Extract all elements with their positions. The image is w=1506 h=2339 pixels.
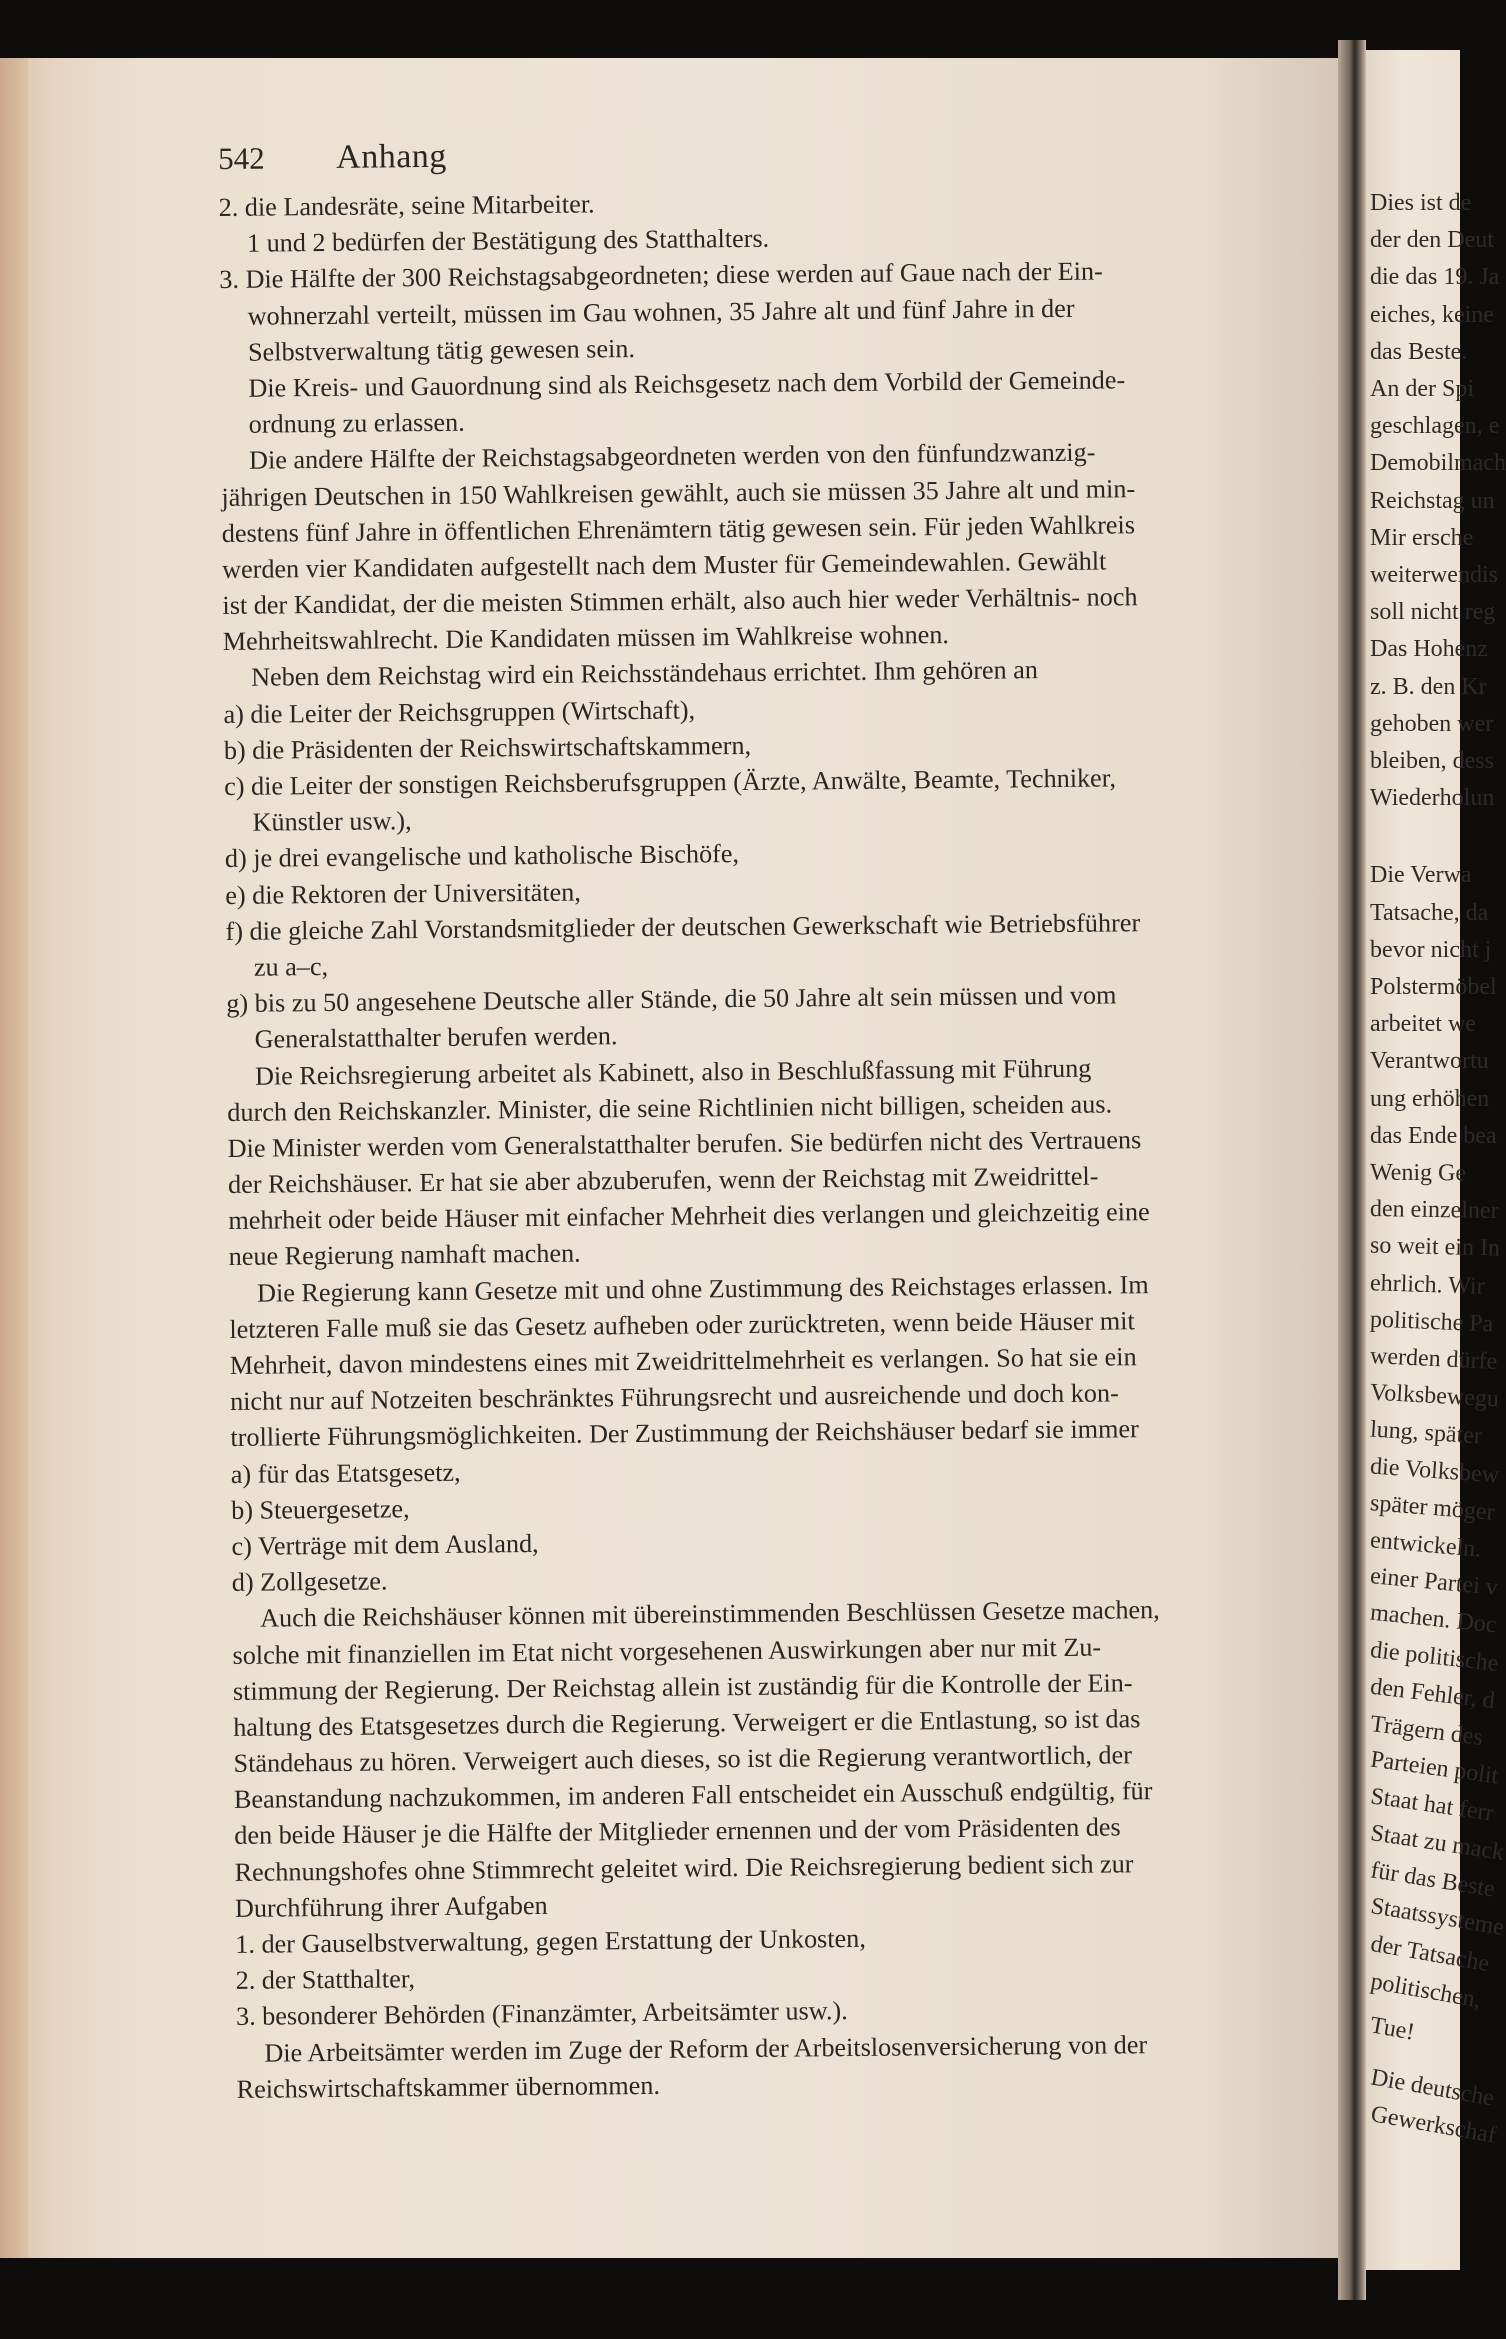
facing-page-fragment: Das Hohenz (1370, 636, 1488, 663)
facing-page-fragment: ehrlich. Wir (1369, 1269, 1485, 1300)
facing-page-fragment: machen. Doc (1369, 1600, 1498, 1639)
facing-page-fragment: Gewerkschaf (1368, 2101, 1498, 2149)
text-line: Ständehaus zu hören. Verweigert auch dieses, so ist die Regierung verantwortlich, der (233, 1740, 1133, 1778)
text-line: 1 und 2 bedürfen der Bestätigung des Statthalters. (246, 223, 770, 258)
text-line: solche mit finanziellen im Etat nicht vorgesehenen Auswirkungen aber nur mit Zu- (232, 1632, 1102, 1670)
text-line: durch den Reichskanzler. Minister, die seine Richtlinien nicht billigen, scheiden aus. (227, 1089, 1113, 1127)
text-line: 2. der Statthalter, (235, 1964, 416, 1996)
text-line: Selbstverwaltung tätig gewesen sein. (247, 333, 636, 367)
facing-page-fragment: der den Deut (1370, 227, 1494, 254)
facing-page-fragment: soll nicht reg (1370, 599, 1496, 626)
facing-page-fragment: Parteien polit (1368, 1746, 1500, 1790)
facing-page-fragment: Tatsache, da (1370, 899, 1489, 926)
text-line: Die Arbeitsämter werden im Zuge der Reform der Arbeitslosenversicherung von der (264, 2029, 1148, 2068)
facing-page-fragment: gehoben wer (1370, 710, 1494, 737)
running-head-title: Anhang (335, 137, 448, 176)
text-line: letzteren Falle muß sie das Gesetz aufheben oder zurücktreten, wenn beide Häuser mit (229, 1306, 1135, 1344)
text-line: d) je drei evangelische und katholische Bischöfe, (224, 839, 740, 874)
facing-page-fragment: Staat zu mack (1368, 1819, 1506, 1866)
facing-page-fragment: werden dürfe (1369, 1343, 1498, 1375)
text-line: der Reichshäuser. Er hat sie aber abzuberufen, wenn der Reichstag mit Zweidrittel- (227, 1161, 1099, 1200)
facing-page-fragment: bleiben, dess (1370, 748, 1494, 774)
text-line: c) Verträge mit dem Ausland, (231, 1528, 539, 1561)
text-line: Neben dem Reichstag wird ein Reichsständehaus errichtet. Ihm gehören an (251, 655, 1039, 693)
text-line: jährigen Deutschen in 150 Wahlkreisen gewählt, auch sie müssen 35 Jahre alt und min- (221, 473, 1136, 512)
facing-page-fragment: arbeitet we (1370, 1011, 1476, 1038)
facing-page-fragment: z. B. den Kr (1370, 673, 1487, 700)
text-line: Durchführung ihrer Aufgaben (234, 1890, 548, 1923)
facing-page-fragment: bevor nicht j (1370, 936, 1492, 963)
facing-page-fragment: so weit ein In (1369, 1232, 1501, 1262)
page-text-block (218, 129, 1367, 2108)
text-line: d) Zollgesetze. (231, 1566, 388, 1598)
facing-page-fragment: das Ende bea (1370, 1122, 1497, 1149)
text-line: f) die gleiche Zahl Vorstandsmitglieder der deutschen Gewerkschaft wie Betriebsführer (225, 907, 1141, 946)
text-line: Reichswirtschaftskammer übernommen. (236, 2070, 661, 2104)
facing-page-fragment: Reichstag un (1370, 487, 1495, 514)
facing-page-fragment: Wenig Ge (1369, 1159, 1467, 1187)
text-line: a) für das Etatsgesetz, (230, 1457, 461, 1489)
facing-page-fragment: Staat hat ferr (1368, 1783, 1496, 1827)
facing-page-fragment: politische Pa (1369, 1306, 1494, 1338)
text-line: Künstler usw.), (252, 806, 412, 837)
text-line: mehrheit oder beide Häuser mit einfacher Mehrheit dies verlangen und gleichzeitig eine (228, 1197, 1150, 1236)
facing-page-fragment: die Volksbew (1369, 1453, 1500, 1489)
text-line: den beide Häuser je die Hälfte der Mitglieder ernennen und der vom Präsidenten des (234, 1812, 1121, 1851)
page-number: 542 (218, 140, 265, 176)
facing-page-fragment: einer Partei v (1369, 1563, 1499, 1602)
facing-page-fragment: Staatssysteme (1368, 1893, 1506, 1941)
text-line: Mehrheitswahlrecht. Die Kandidaten müssen im Wahlkreise wohnen. (222, 620, 950, 657)
facing-page-fragment: eiches, keine (1370, 301, 1494, 328)
text-line: neue Regierung namhaft machen. (228, 1239, 581, 1272)
body-text (218, 179, 1366, 2108)
facing-page-fragment: Volksbewegu (1369, 1379, 1500, 1413)
text-line: Die Minister werden vom Generalstatthalter berufen. Sie bedürfen nicht des Vertrauens (227, 1125, 1142, 1163)
text-line: b) die Präsidenten der Reichswirtschaftskammern, (223, 730, 752, 765)
facing-page-fragment: Die Verwa (1370, 862, 1472, 889)
text-line: zu a–c, (253, 951, 329, 982)
facing-page-fragment: politischen, (1368, 1968, 1483, 2014)
facing-page (1366, 50, 1506, 2270)
text-line: Die Kreis- und Gauordnung sind als Reichsgesetz nach dem Vorbild der Gemeinde- (248, 365, 1126, 403)
facing-page-fragment: Demobilmach (1370, 450, 1506, 477)
facing-page-fragment: An der Spi (1370, 376, 1474, 402)
text-line: Die Reichsregierung arbeitet als Kabinett, also in Beschlußfassung mit Führung (254, 1053, 1092, 1091)
text-line: c) die Leiter der sonstigen Reichsberufsgruppen (Ärzte, Anwälte, Beamte, Techniker, (224, 763, 1117, 801)
facing-page-fragment: den einzelner (1369, 1196, 1499, 1225)
text-line: nicht nur auf Notzeiten beschränktes Führungsrecht und ausreichende und doch kon- (229, 1378, 1119, 1417)
text-line: ist der Kandidat, der die meisten Stimmen erhält, also auch hier weder Verhältnis- noch (222, 582, 1138, 621)
text-line: b) Steuergesetze, (231, 1493, 410, 1525)
facing-page-fragment: ung erhöhen (1370, 1085, 1490, 1112)
text-line: a) die Leiter der Reichsgruppen (Wirtschaft), (223, 695, 696, 729)
text-line: wohnerzahl verteilt, müssen im Gau wohnen, 35 Jahre alt und fünf Jahre in der (247, 293, 1075, 331)
text-line: 3. Die Hälfte der 300 Reichstagsabgeordneten; diese werden auf Gaue nach der Ein- (219, 256, 1103, 295)
text-line: Rechnungshofes ohne Stimmrecht geleitet wird. Die Reichsregierung bedient sich zur (234, 1848, 1134, 1887)
text-line: ordnung zu erlassen. (248, 407, 465, 439)
text-line: Die andere Hälfte der Reichstagsabgeordneten werden von den fünfundzwanzig- (248, 437, 1096, 476)
page-edge (0, 58, 28, 2258)
text-line: g) bis zu 50 angesehene Deutsche aller Stände, die 50 Jahre alt sein müssen und vom (226, 980, 1117, 1019)
text-line: 2. die Landesräte, seine Mitarbeiter. (218, 189, 595, 222)
text-line: destens fünf Jahre in öffentlichen Ehrenämtern tätig gewesen sein. Für jeden Wahlkreis (221, 509, 1136, 548)
facing-page-fragment: die das 19. Ja (1370, 264, 1500, 291)
facing-page-fragment: Mir ersche (1370, 524, 1474, 551)
text-line: Die Regierung kann Gesetze mit und ohne Zustimmung des Reichstages erlassen. Im (256, 1269, 1149, 1308)
facing-page-fragment: Dies ist de (1370, 190, 1472, 216)
facing-page-fragment: das Beste. (1370, 338, 1468, 365)
facing-page-fragment: später möger (1369, 1489, 1496, 1526)
text-line: e) die Rektoren der Universitäten, (225, 877, 581, 910)
text-line: Auch die Reichshäuser können mit übereinstimmenden Beschlüssen Gesetze machen, (260, 1595, 1160, 1633)
text-line: Beanstandung nachzukommen, im anderen Fall entscheidet ein Ausschuß endgültig, für (233, 1776, 1153, 1815)
facing-page-fragment: geschlagen, e (1370, 413, 1500, 440)
facing-page-fragment: Tue! (1368, 2011, 1417, 2046)
text-line: werden vier Kandidaten aufgestellt nach dem Muster für Gemeindewahlen. Gewählt (221, 546, 1107, 584)
facing-page-fragment: entwickeln. (1369, 1527, 1483, 1563)
facing-page-fragment: Wiederholun (1370, 785, 1495, 812)
text-line: trollierte Führungsmöglichkeiten. Der Zustimmung der Reichshäuser bedarf sie immer (230, 1414, 1139, 1453)
facing-page-fragment: Verantwortu (1370, 1048, 1489, 1075)
text-line: stimmung der Regierung. Der Reichstag allein ist zuständig für die Kontrolle der Ein- (232, 1667, 1133, 1706)
facing-page-fragment: den Fehler, d (1368, 1673, 1497, 1715)
text-line: haltung des Etatsgesetzes durch die Regierung. Verweigert er die Entlastung, so ist das (233, 1704, 1141, 1742)
facing-page-fragment: die politische (1369, 1636, 1500, 1677)
facing-page-fragment: Die deutsche (1368, 2064, 1497, 2112)
facing-page-fragment: der Tatsache (1368, 1931, 1492, 1978)
facing-page-fragment: für das Beste (1368, 1857, 1497, 1903)
facing-page-fragment: Polstermöbel (1370, 974, 1497, 1000)
text-line: 1. der Gauselbstverwaltung, gegen Erstattung der Unkosten, (235, 1923, 866, 1959)
text-line: Generalstatthalter berufen werden. (254, 1021, 618, 1055)
facing-page-fragment: Trägern des (1368, 1711, 1485, 1751)
text-line: 3. besonderer Behörden (Finanzämter, Arbeitsämter usw.). (235, 1996, 848, 2032)
facing-page-fragment: lung, später (1369, 1416, 1483, 1450)
text-line: Mehrheit, davon mindestens eines mit Zweidrittelmehrheit es verlangen. So hat sie ein (229, 1342, 1137, 1380)
facing-page-fragment: weiterwendis (1370, 562, 1498, 588)
